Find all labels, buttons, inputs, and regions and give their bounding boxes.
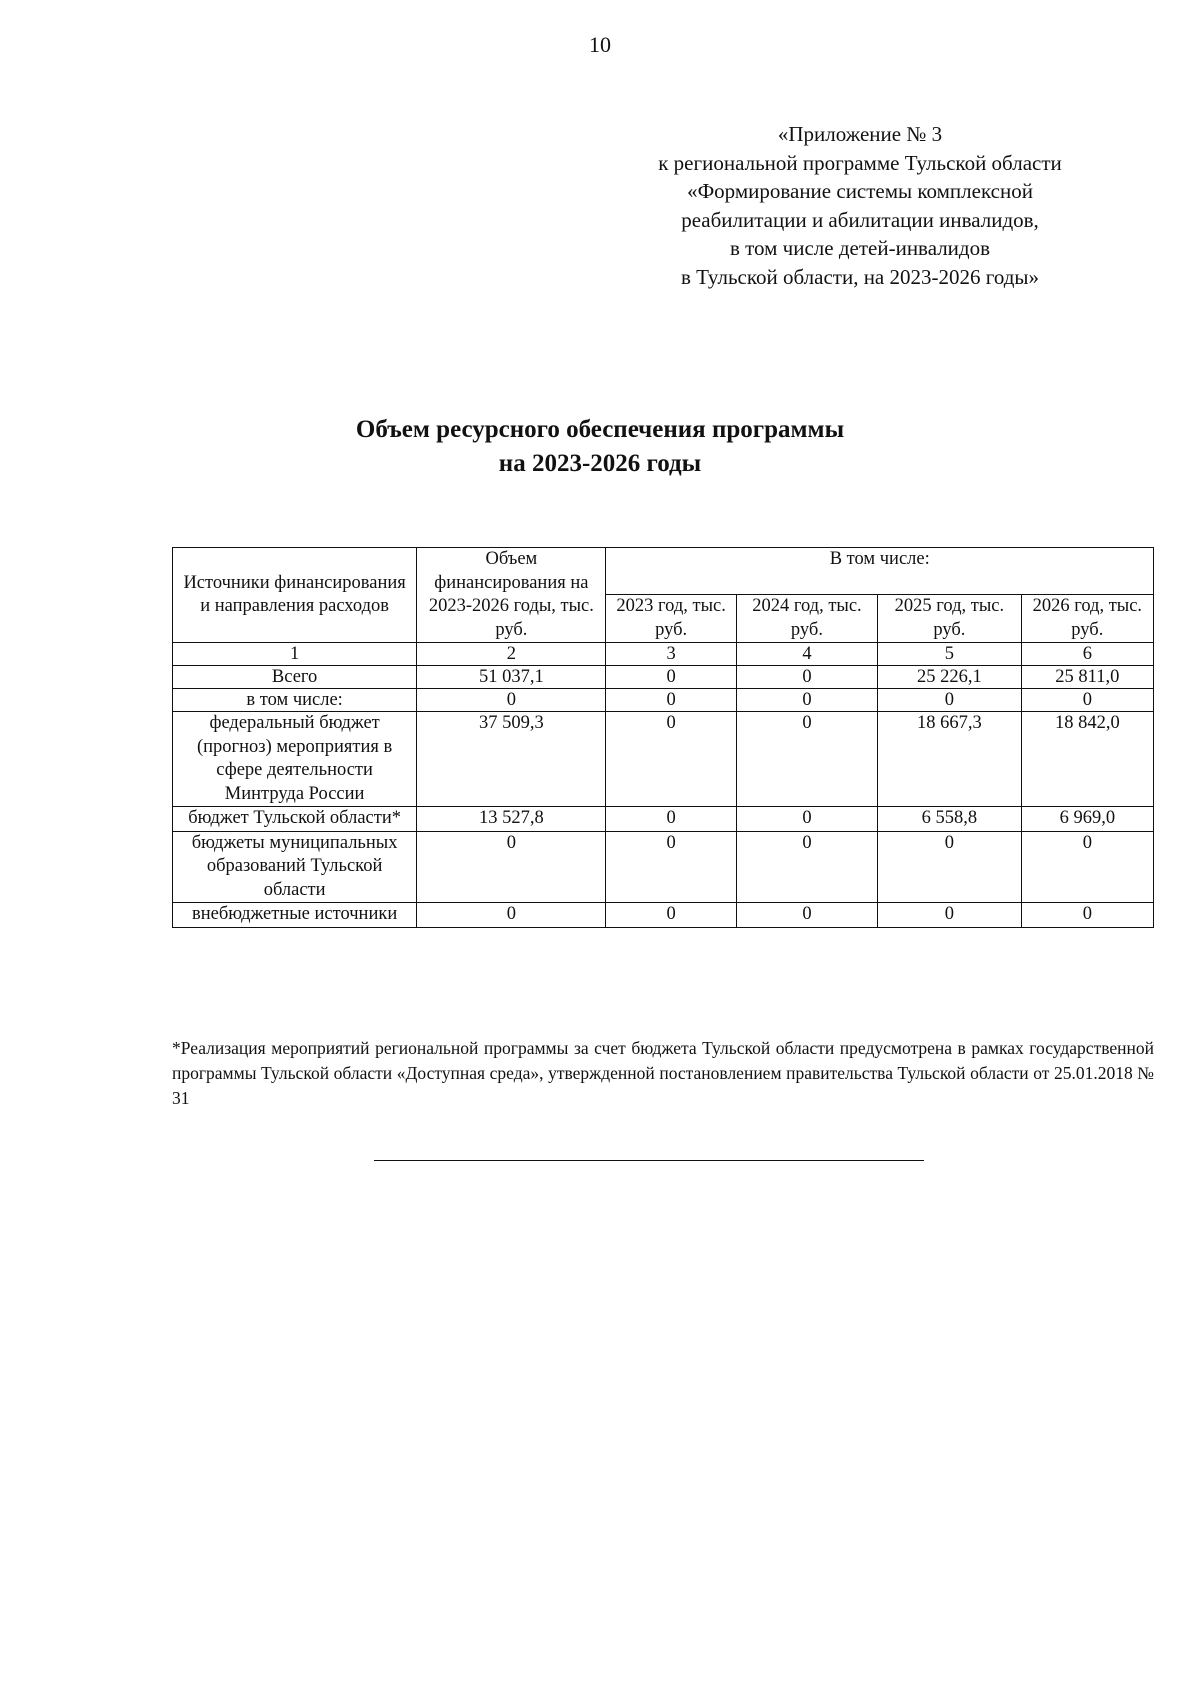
cell-2026: 25 811,0 xyxy=(1021,666,1153,689)
row-label: федеральный бюджет (прогноз) мероприятия в сфере деятельности Минтруда России xyxy=(173,712,417,807)
document-title xyxy=(0,413,1200,481)
table-row xyxy=(173,807,1154,832)
cell-2025: 0 xyxy=(878,831,1021,903)
title-line: на 2023-2026 годы xyxy=(498,450,702,477)
header-source: Источники финансирования и направления расходов xyxy=(173,548,417,643)
table-row xyxy=(173,689,1154,712)
appendix-line: в Тульской области, на 2023-2026 годы» xyxy=(680,264,1040,289)
cell-2025: 18 667,3 xyxy=(878,712,1021,807)
table-row xyxy=(173,712,1154,807)
appendix-line: в том числе детей-инвалидов xyxy=(729,236,991,260)
column-number: 6 xyxy=(1021,643,1153,666)
row-label: Всего xyxy=(173,666,417,689)
cell-2026: 18 842,0 xyxy=(1021,712,1153,807)
column-number: 2 xyxy=(417,643,606,666)
page-number: 10 xyxy=(589,32,611,57)
cell-2023: 0 xyxy=(606,903,736,928)
cell-2026: 0 xyxy=(1021,831,1153,903)
cell-2025: 0 xyxy=(878,903,1021,928)
cell-2025: 25 226,1 xyxy=(878,666,1021,689)
title-line: Объем ресурсного обеспечения программы xyxy=(355,416,845,443)
appendix-line: «Приложение № 3 xyxy=(777,122,943,146)
cell-total: 51 037,1 xyxy=(417,666,606,689)
cell-2023: 0 xyxy=(606,831,736,903)
cell-2026: 0 xyxy=(1021,903,1153,928)
row-label: внебюджетные источники xyxy=(173,903,417,928)
cell-2026: 6 969,0 xyxy=(1021,807,1153,832)
closing-rule xyxy=(374,1160,924,1161)
cell-2023: 0 xyxy=(606,666,736,689)
cell-2023: 0 xyxy=(606,712,736,807)
column-number: 3 xyxy=(606,643,736,666)
cell-2025: 6 558,8 xyxy=(878,807,1021,832)
cell-2024: 0 xyxy=(736,712,877,807)
header-including: В том числе: xyxy=(606,548,1154,595)
row-label: в том числе: xyxy=(173,689,417,712)
header-year: 2023 год, тыс. руб. xyxy=(606,595,736,643)
cell-2024: 0 xyxy=(736,807,877,832)
cell-2025: 0 xyxy=(878,689,1021,712)
header-year: 2026 год, тыс. руб. xyxy=(1021,595,1153,643)
appendix-line: реабилитации и абилитации инвалидов, xyxy=(681,207,1039,232)
table-row xyxy=(173,831,1154,903)
resource-table xyxy=(172,547,1154,928)
column-number: 4 xyxy=(736,643,877,666)
cell-total: 0 xyxy=(417,689,606,712)
cell-2023: 0 xyxy=(606,807,736,832)
cell-2024: 0 xyxy=(736,666,877,689)
column-number: 1 xyxy=(173,643,417,666)
cell-2024: 0 xyxy=(736,903,877,928)
table-row xyxy=(173,903,1154,928)
cell-total: 0 xyxy=(417,831,606,903)
cell-2024: 0 xyxy=(736,689,877,712)
header-year: 2024 год, тыс. руб. xyxy=(736,595,877,643)
column-number: 5 xyxy=(878,643,1021,666)
column-number-row xyxy=(173,643,1154,666)
cell-2024: 0 xyxy=(736,831,877,903)
cell-2026: 0 xyxy=(1021,689,1153,712)
cell-total: 0 xyxy=(417,903,606,928)
cell-total: 13 527,8 xyxy=(417,807,606,832)
table-row xyxy=(173,666,1154,689)
row-label: бюджеты муниципальных образований Тульской области xyxy=(173,831,417,903)
header-year: 2025 год, тыс. руб. xyxy=(878,595,1021,643)
footnote: *Реализация мероприятий региональной программы за счет бюджета Тульской области предусмотрена в рамках государственной программы Тульской области «Доступная среда», утвержденной постановлением правительства Тульской области от 25.01.2018 № 31 xyxy=(172,1038,1154,1108)
header-total: Объем финансирования на 2023-2026 годы, тыс. руб. xyxy=(417,548,606,643)
appendix-line: «Формирование системы комплексной xyxy=(687,179,1033,203)
appendix-header xyxy=(600,120,1120,291)
appendix-line: к региональной программе Тульской области xyxy=(658,150,1062,175)
cell-total: 37 509,3 xyxy=(417,712,606,807)
row-label: бюджет Тульской области* xyxy=(173,807,417,832)
cell-2023: 0 xyxy=(606,689,736,712)
